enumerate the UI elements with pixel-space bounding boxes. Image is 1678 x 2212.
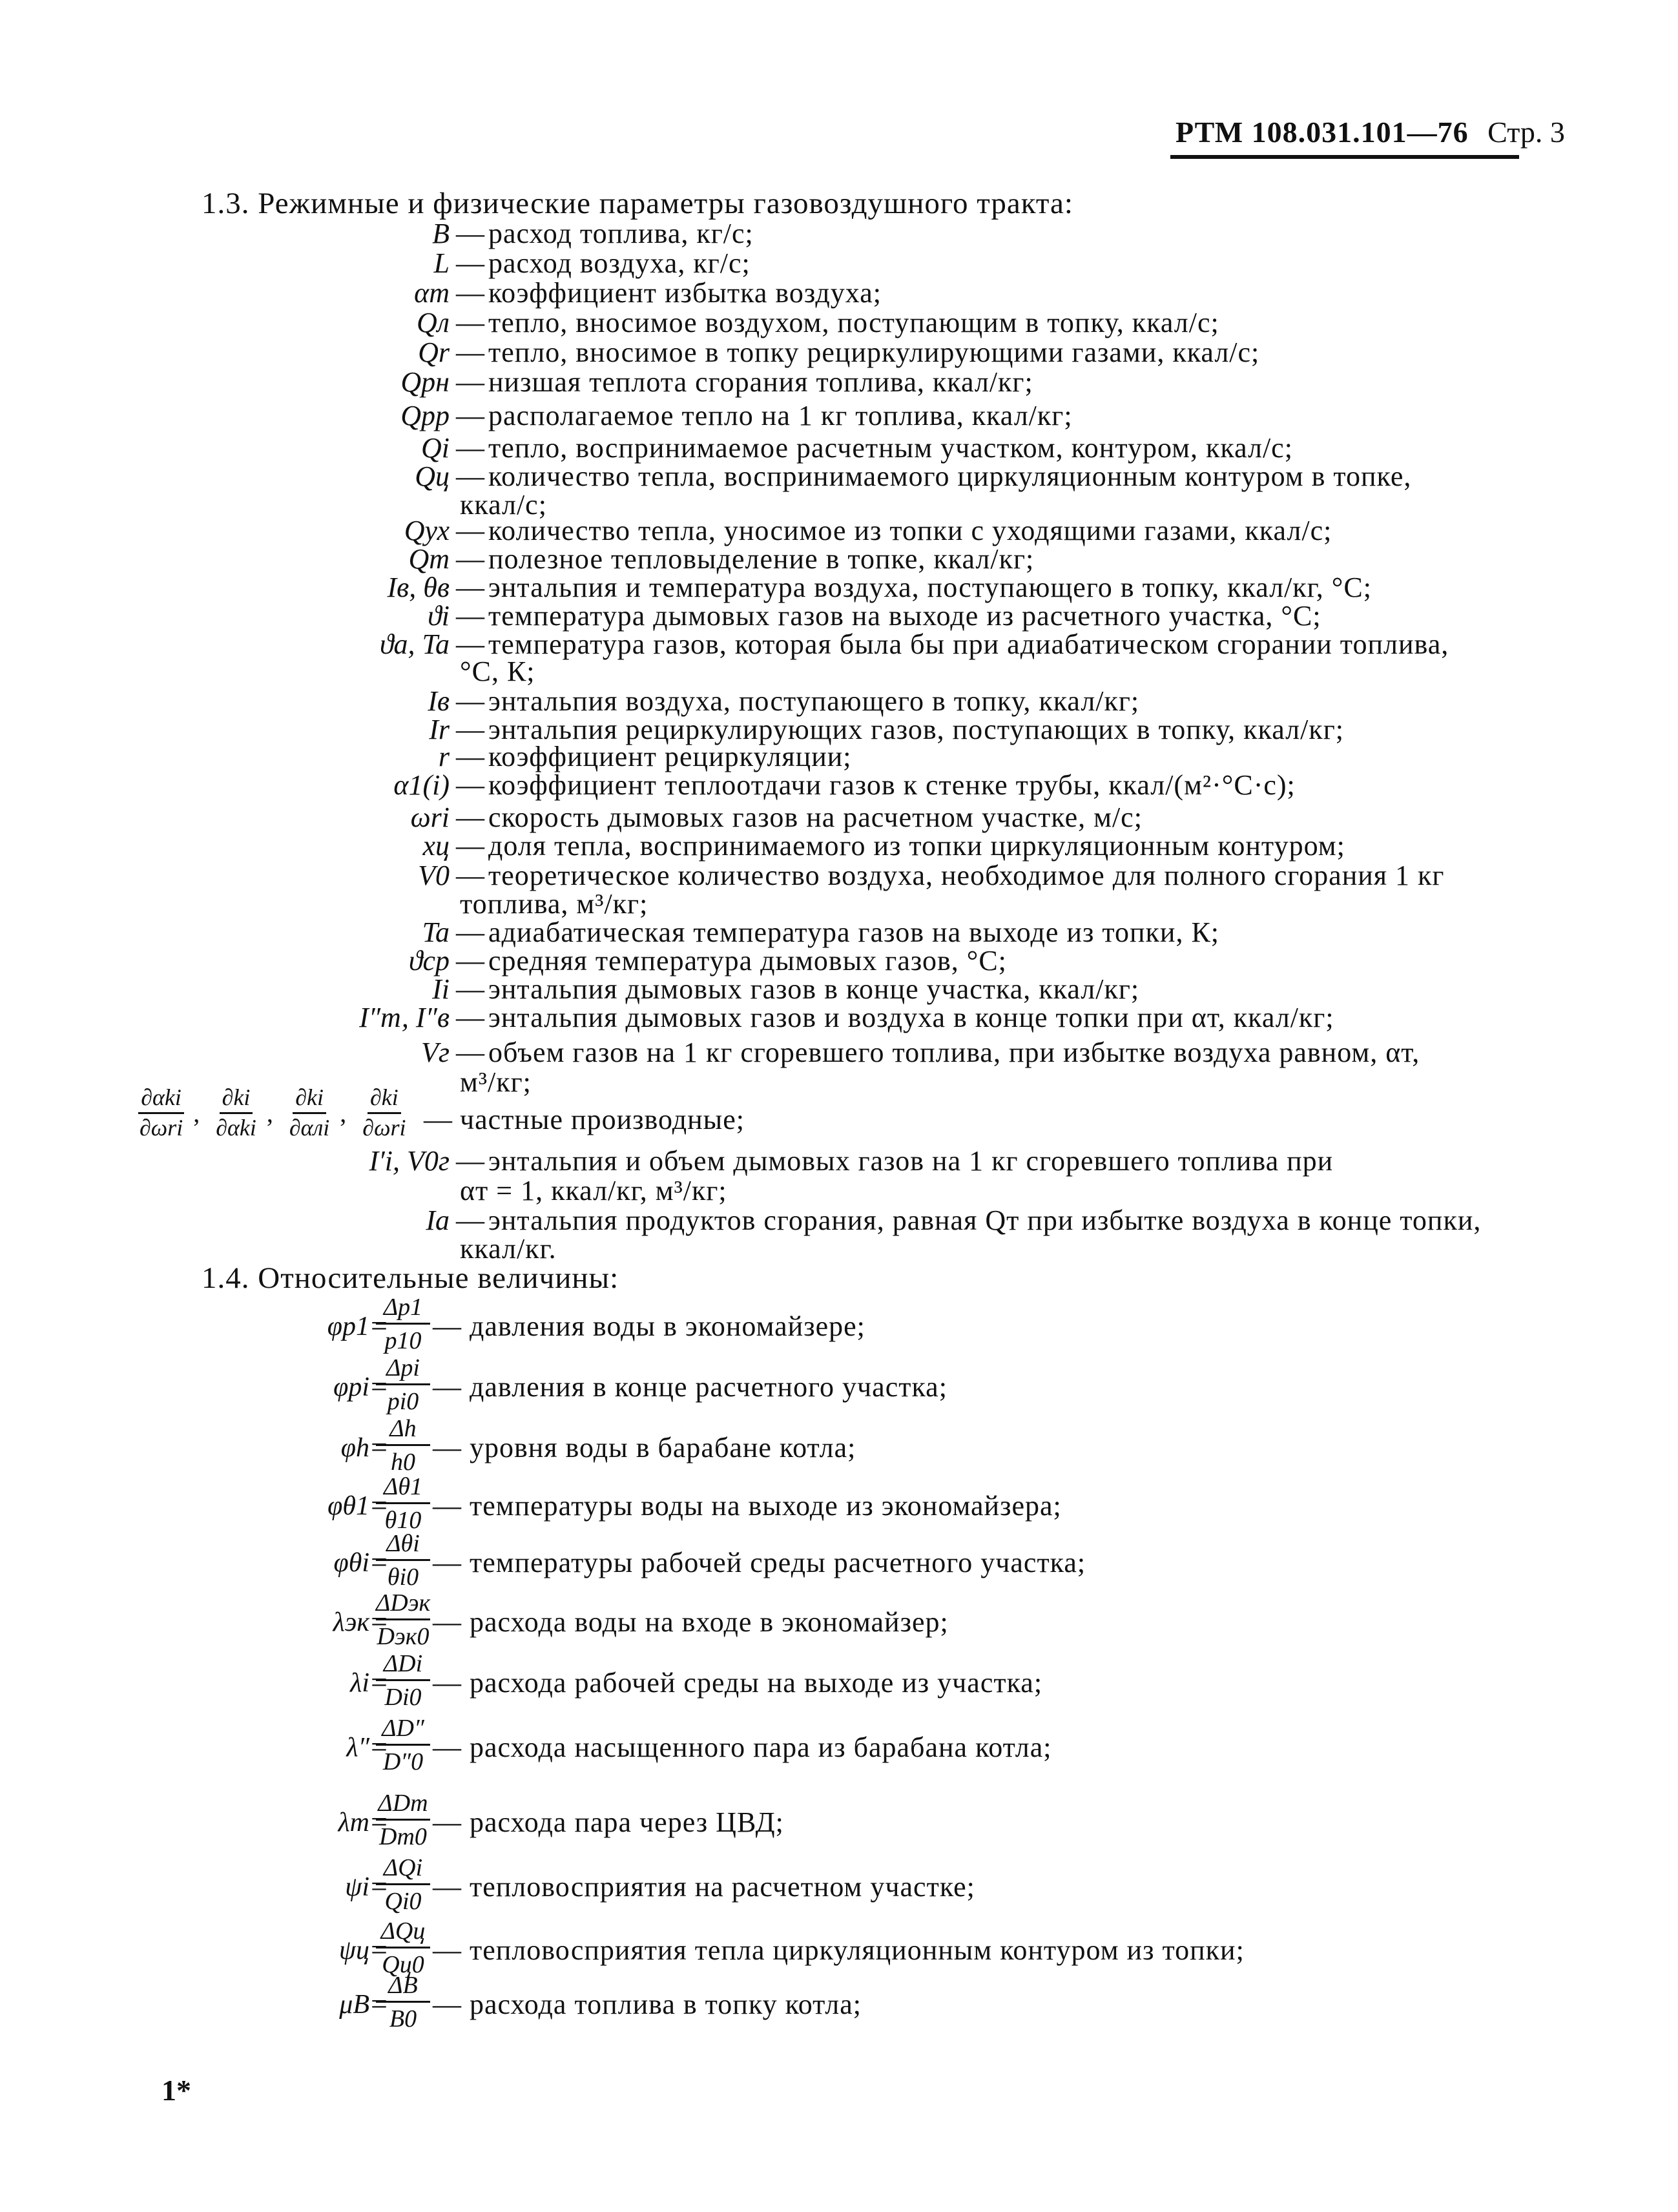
relative-symbol: φpi [333,1372,369,1402]
param-symbol: I′i, V0г [369,1145,450,1177]
equals-sign: = [371,1730,388,1763]
param-continuation: °С, К; [460,656,535,687]
param-text: тепло, вносимое воздухом, поступающим в топку, ккал/с; [488,307,1219,338]
relative-description: давления в конце расчетного участка; [470,1371,948,1403]
page-header [1176,115,1565,149]
param-symbol: r [438,741,450,772]
relative-fraction [376,1528,430,1593]
signature-mark: 1* [161,2074,191,2107]
param-row [0,801,1678,833]
param-text: средняя температура дымовых газов, °С; [488,945,1007,977]
relative-fraction [376,1713,430,1778]
param-row [0,276,1678,309]
fraction-denominator: ∂ωri [362,1114,406,1141]
param-text: расход воздуха, кг/с; [488,247,751,279]
relative-symbol: φθi [333,1548,369,1578]
fraction-numerator: ∂ki [293,1085,326,1114]
param-row [0,713,1678,745]
param-dash: — [456,366,484,398]
fraction-numerator: ∂αki [138,1085,184,1114]
fraction-numerator: ΔQц [376,1916,430,1948]
relative-symbol: ψi [345,1872,369,1902]
relative-symbol: ψц [338,1936,369,1965]
param-symbol: ωri [410,801,450,833]
fraction-denominator: p10 [384,1327,422,1354]
param-text: энтальпия продуктов сгорания, равная Qт при избытке воздуха в конце топки, [488,1204,1482,1236]
relative-text [433,1606,949,1638]
param-dash: — [456,400,484,431]
equals-sign: = [371,1489,388,1522]
page-label: Стр. 3 [1487,116,1565,149]
param-symbol: Ta [422,916,450,948]
relative-description: давления воды в экономайзере; [470,1310,865,1342]
param-symbol: αт [414,277,450,309]
fraction-denominator: Dэк0 [377,1623,430,1650]
param-row [0,460,1678,492]
fraction-denominator: h0 [391,1449,415,1476]
param-row [0,1036,1678,1068]
equals-sign: = [371,1805,388,1838]
param-text: полезное тепловыделение в топке, ккал/кг; [488,543,1035,575]
param-continuation: м³/кг; [460,1066,532,1098]
param-dash: — [456,973,484,1005]
param-continuation: αт = 1, ккал/кг, м³/кг; [460,1175,727,1206]
param-dash: — [456,741,484,772]
relative-description: расхода воды на входе в экономайзер; [470,1606,949,1638]
fraction-numerator: ΔB [376,1970,430,2003]
fraction-numerator: Δθ1 [376,1471,430,1504]
relative-text [433,1431,856,1464]
param-row [0,217,1678,249]
relative-fraction [376,1413,430,1478]
param-row [0,740,1678,772]
relative-dash: — [433,1547,462,1578]
param-symbol: Qрн [400,366,450,398]
param-row [0,399,1678,431]
param-text: температура газов, которая была бы при адиабатическом сгорании топлива, [488,628,1449,660]
param-symbol: Qух [404,515,450,546]
param-dash: — [456,543,484,575]
fraction-denominator: Dт0 [379,1823,427,1850]
param-dash: — [456,1145,484,1177]
param-dash: — [456,1204,484,1236]
param-text: количество тепла, воспринимаемого циркуляционным контуром в топке, [488,460,1412,492]
param-symbol: Iв [428,685,450,717]
relative-dash: — [433,1310,462,1342]
equals-sign: = [371,1370,388,1403]
relative-row [0,1852,1678,1923]
relative-symbol: λэк [333,1607,369,1637]
param-row [0,1144,1678,1177]
comma: , [340,1098,347,1128]
fraction-denominator: ∂αлi [289,1114,330,1141]
relative-description: расхода насыщенного пара из барабана котла; [470,1731,1052,1763]
fraction-denominator: D″0 [382,1748,424,1775]
param-text: коэффициент избытка воздуха; [488,277,882,309]
param-symbol: Qл [417,307,450,338]
param-row [0,1103,1678,1135]
relative-description: расхода пара через ЦВД; [470,1806,784,1838]
header-rule [1170,155,1519,159]
param-text: коэффициент рециркуляции; [488,741,852,772]
relative-fraction [376,1292,430,1357]
relative-symbol: φθ1 [327,1491,369,1521]
derivatives-text: частные производные; [460,1104,745,1135]
param-text: расход топлива, кг/с; [488,218,754,249]
fraction-numerator: ∂ki [220,1085,253,1114]
relative-description: температуры рабочей среды расчетного участка; [470,1547,1086,1578]
param-row [0,431,1678,464]
fraction-numerator: ΔDэк [376,1587,430,1620]
param-symbol: V0 [418,860,450,891]
param-symbol: Ir [429,714,450,745]
param-text: температура дымовых газов на выходе из расчетного участка, °С; [488,600,1321,632]
relative-fraction [376,1648,430,1713]
fraction-numerator: ΔDт [376,1788,430,1821]
relative-text [433,1870,975,1903]
param-row [0,916,1678,948]
param-row [0,599,1678,632]
param-text: низшая теплота сгорания топлива, ккал/кг; [488,366,1033,398]
fraction-numerator: ΔDi [376,1648,430,1681]
param-symbol: ϑi [428,600,450,632]
relative-dash: — [433,1490,462,1522]
fraction-numerator: Δp1 [376,1292,430,1325]
param-row [0,543,1678,575]
fraction-numerator: ∂ki [368,1085,401,1114]
comma: , [266,1098,273,1128]
param-row [0,944,1678,977]
relative-row [0,1788,1678,1859]
equals-sign: = [371,1309,388,1342]
param-dash: — [456,247,484,279]
relative-row [0,1648,1678,1719]
param-symbol: Qi [421,432,450,464]
param-symbol: Qт [408,543,450,575]
relative-description: уровня воды в барабане котла; [470,1432,856,1463]
param-symbol: α1(i) [393,769,450,801]
param-row [0,685,1678,717]
relative-dash: — [433,1989,462,2020]
param-symbol: ϑср [408,945,450,977]
param-dash: — [456,685,484,717]
param-text: энтальпия и температура воздуха, поступающего в топку, ккал/кг, °С; [488,572,1372,603]
relative-text [433,1370,948,1403]
param-symbol: L [433,247,450,279]
fraction-denominator: θ10 [384,1507,422,1534]
param-dash: — [424,1104,452,1135]
param-row [0,1204,1678,1236]
relative-symbol: λi [350,1668,369,1698]
param-dash: — [456,945,484,977]
relative-symbol: φp1 [327,1312,369,1341]
param-text: тепло, вносимое в топку рециркулирующими газами, ккал/с; [488,336,1260,368]
relative-description: температуры воды на выходе из экономайзера; [470,1490,1062,1522]
equals-sign: = [371,1431,388,1463]
equals-sign: = [371,1987,388,2020]
param-row [0,769,1678,801]
param-text: тепло, воспринимаемое расчетным участком, контуром, ккал/с; [488,432,1293,464]
comma: , [193,1098,200,1128]
param-symbol: I″т, I″в [359,1002,450,1033]
relative-fraction [376,1788,430,1853]
fraction-denominator: ∂ωri [140,1114,183,1141]
relative-fraction [376,1970,430,2035]
param-symbol: Qрр [400,400,450,431]
fraction-numerator: Δpi [376,1352,430,1385]
equals-sign: = [371,1545,388,1578]
relative-dash: — [433,1606,462,1638]
param-row [0,306,1678,338]
param-dash: — [456,515,484,546]
param-symbol: ϑa, Ta [379,628,450,660]
param-text: энтальпия и объем дымовых газов на 1 кг сгоревшего топлива при [488,1145,1334,1177]
relative-dash: — [433,1432,462,1463]
param-dash: — [456,277,484,309]
param-dash: — [456,460,484,492]
param-symbol: Iв, θв [387,572,450,603]
equals-sign: = [371,1933,388,1966]
relative-text [433,1310,865,1343]
param-dash: — [456,1037,484,1068]
relative-dash: — [433,1806,462,1838]
fraction-denominator: Qi0 [384,1888,422,1915]
param-continuation: ккал/с; [460,489,547,521]
relative-description: расхода рабочей среды на выходе из участка; [470,1667,1043,1699]
fraction-numerator: Δh [376,1413,430,1446]
relative-text [433,1489,1062,1522]
fraction-denominator: θi0 [387,1564,419,1591]
param-text: располагаемое тепло на 1 кг топлива, ккал/кг; [488,400,1073,431]
fraction-denominator: B0 [389,2005,417,2032]
relative-symbol: λт [338,1808,369,1837]
param-dash: — [456,714,484,745]
relative-description: тепловосприятия тепла циркуляционным контуром из топки; [470,1934,1245,1966]
param-symbol: Ii [432,973,450,1005]
param-dash: — [456,860,484,891]
relative-dash: — [433,1871,462,1903]
relative-fraction [376,1471,430,1536]
param-dash: — [456,916,484,948]
relative-row [0,1970,1678,2041]
relative-fraction [376,1852,430,1917]
param-row [0,1001,1678,1033]
document-code: РТМ 108.031.101—76 [1176,116,1469,149]
param-dash: — [456,801,484,833]
relative-text [433,1806,784,1839]
relative-description: тепловосприятия на расчетном участке; [470,1871,975,1903]
param-text: энтальпия дымовых газов в конце участка, ккал/кг; [488,973,1140,1005]
param-row [0,571,1678,603]
param-row [0,973,1678,1005]
param-dash: — [456,600,484,632]
relative-symbol: φh [340,1433,369,1463]
equals-sign: = [371,1666,388,1699]
relative-text [433,1666,1042,1699]
param-row [0,247,1678,279]
param-text: теоретическое количество воздуха, необходимое для полного сгорания 1 кг [488,860,1445,891]
equals-sign: = [371,1605,388,1638]
param-dash: — [456,432,484,464]
relative-row [0,1713,1678,1784]
param-text: энтальпия рециркулирующих газов, поступающих в топку, ккал/кг; [488,714,1344,745]
relative-dash: — [433,1371,462,1403]
relative-text [433,1546,1086,1579]
param-row [0,628,1678,660]
param-row [0,859,1678,891]
relative-fraction [376,1352,430,1418]
param-row [0,514,1678,546]
fraction-numerator: ΔQi [376,1852,430,1885]
fraction-denominator: Di0 [384,1684,422,1711]
relative-text [433,1731,1051,1764]
relative-symbol: λ″ [346,1733,369,1762]
param-continuation: ккал/кг. [460,1233,557,1265]
param-symbol: xц [422,830,450,862]
section-1-4-title: 1.4. Относительные величины: [202,1261,619,1295]
param-row [0,366,1678,398]
param-continuation: топлива, м³/кг; [460,888,648,920]
fraction-denominator: ∂αki [216,1114,256,1141]
param-dash: — [456,307,484,338]
param-row [0,829,1678,862]
equals-sign: = [371,1870,388,1903]
relative-dash: — [433,1934,462,1966]
relative-text [433,1988,862,2021]
fraction-denominator: Qц0 [382,1951,424,1978]
fraction-numerator: Δθi [376,1528,430,1561]
relative-text [433,1934,1245,1967]
param-text: количество тепла, уносимое из топки с уходящими газами, ккал/с; [488,515,1332,546]
fraction-numerator: ΔD″ [376,1713,430,1746]
param-dash: — [456,628,484,660]
relative-description: расхода топлива в топку котла; [470,1989,862,2020]
relative-fraction [376,1587,430,1653]
relative-symbol: μB [339,1990,369,2020]
param-symbol: Vг [420,1037,450,1068]
param-dash: — [456,1002,484,1033]
relative-dash: — [433,1667,462,1699]
param-text: энтальпия воздуха, поступающего в топку, ккал/кг; [488,685,1140,717]
param-symbol: Qц [415,460,450,492]
param-text: адиабатическая температура газов на выходе из топки, К; [488,916,1220,948]
param-symbol: Qr [418,336,450,368]
param-dash: — [456,218,484,249]
param-row [0,336,1678,368]
param-text: коэффициент теплоотдачи газов к стенке трубы, ккал/(м²·°С·с); [488,769,1296,801]
param-dash: — [456,769,484,801]
param-dash: — [456,572,484,603]
param-text: объем газов на 1 кг сгоревшего топлива, при избытке воздуха равном, αт, [488,1037,1420,1068]
param-symbol: Ia [426,1204,450,1236]
section-1-3-title: 1.3. Режимные и физические параметры газовоздушного тракта: [202,187,1073,220]
param-dash: — [456,336,484,368]
param-text: доля тепла, воспринимаемого из топки циркуляционным контуром; [488,830,1345,862]
fraction-denominator: pi0 [387,1388,419,1415]
param-text: энтальпия дымовых газов и воздуха в конце топки при αт, ккал/кг; [488,1002,1334,1033]
relative-dash: — [433,1731,462,1763]
param-dash: — [456,830,484,862]
param-symbol: B [432,218,450,249]
param-text: скорость дымовых газов на расчетном участке, м/с; [488,801,1143,833]
